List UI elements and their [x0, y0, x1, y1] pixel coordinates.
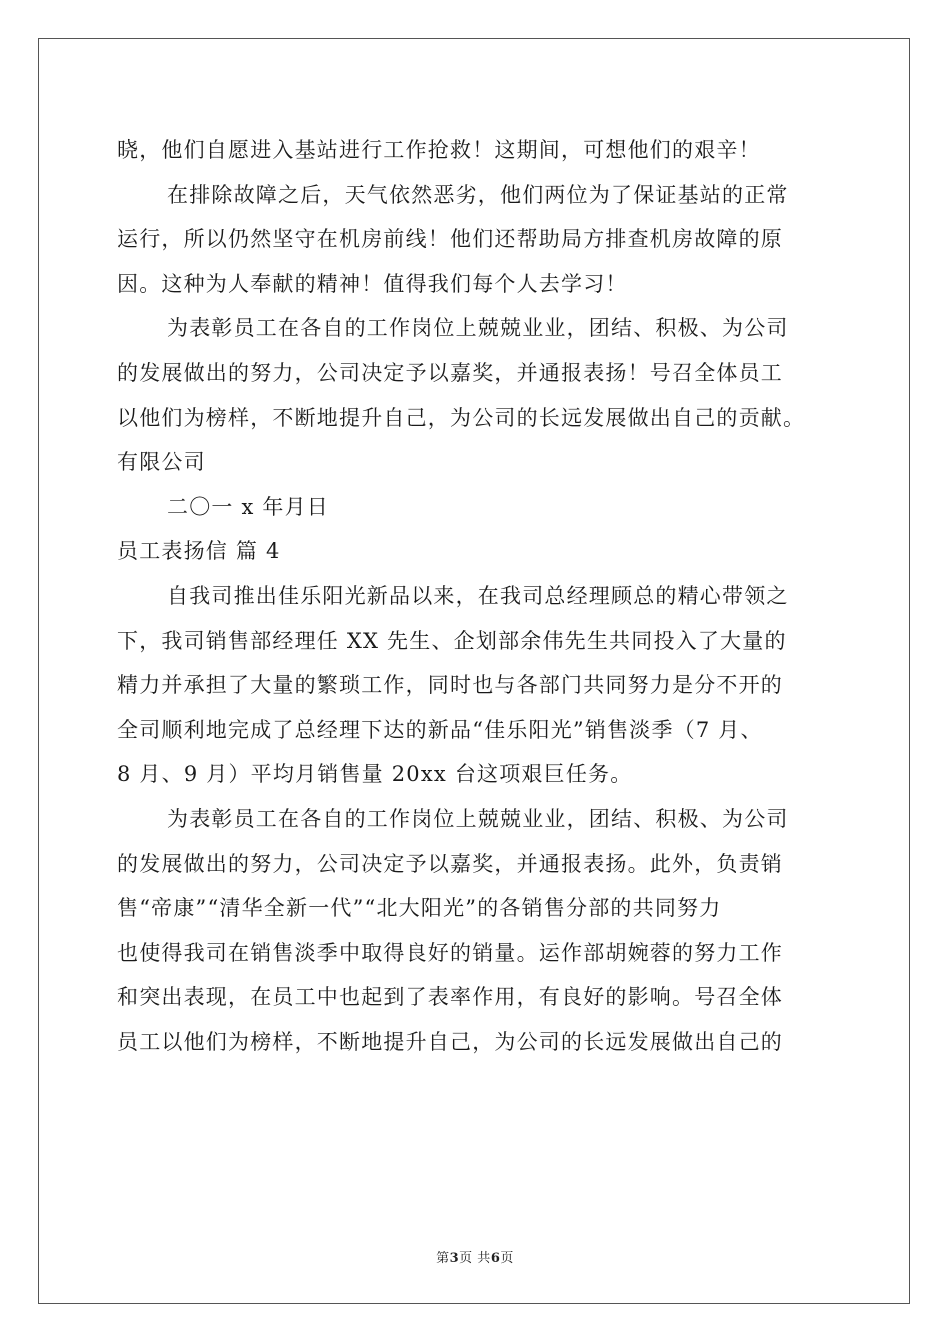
footer-page-prefix: 第: [436, 1251, 450, 1266]
text-line: 的发展做出的努力，公司决定予以嘉奖，并通报表扬。此外，负责销: [117, 851, 783, 876]
text-line: 以他们为榜样，不断地提升自己，为公司的长远发展做出自己的贡献。: [117, 405, 806, 430]
footer-page-mid: 页 共: [459, 1251, 491, 1266]
text-line: 也使得我司在销售淡季中取得良好的销量。运作部胡婉蓉的努力工作: [117, 940, 783, 965]
text-line: 二〇一 x 年月日: [167, 494, 329, 519]
text-line: 有限公司: [117, 450, 206, 475]
text-line: 自我司推出佳乐阳光新品以来，在我司总经理顾总的精心带领之: [167, 583, 789, 608]
footer-total-pages: 6: [490, 1251, 501, 1266]
text-line: 下，我司销售部经理任 XX 先生、企划部余伟先生共同投入了大量的: [117, 628, 787, 653]
text-line: 为表彰员工在各自的工作岗位上兢兢业业，团结、积极、为公司: [167, 316, 789, 341]
text-line: 运行，所以仍然坚守在机房前线！他们还帮助局方排查机房故障的原: [117, 227, 783, 252]
text-line: 全司顺利地完成了总经理下达的新品“佳乐阳光”销售淡季（7 月、: [117, 717, 763, 742]
text-line: 的发展做出的努力，公司决定予以嘉奖，并通报表扬！号召全体员工: [117, 360, 783, 385]
text-line: 和突出表现，在员工中也起到了表率作用，有良好的影响。号召全体: [117, 985, 783, 1010]
text-line: 8 月、9 月）平均月销售量 20xx 台这项艰巨任务。: [117, 762, 633, 787]
text-line: 为表彰员工在各自的工作岗位上兢兢业业，团结、积极、为公司: [167, 806, 789, 831]
text-line: 精力并承担了大量的繁琐工作，同时也与各部门共同努力是分不开的: [117, 673, 783, 698]
text-line: 因。这种为人奉献的精神！值得我们每个人去学习！: [117, 271, 628, 296]
text-line: 晓，他们自愿进入基站进行工作抢救！这期间，可想他们的艰辛！: [117, 138, 761, 162]
text-line: 员工以他们为榜样，不断地提升自己，为公司的长远发展做出自己的: [117, 1029, 783, 1054]
text-line: 员工表扬信 篇 4: [117, 539, 281, 564]
document-body: [117, 128, 837, 1064]
text-line: 在排除故障之后，天气依然恶劣，他们两位为了保证基站的正常: [167, 182, 789, 207]
text-line: 售“帝康”“清华全新一代”“北大阳光”的各销售分部的共同努力: [117, 896, 722, 921]
footer-page-suffix: 页: [500, 1251, 514, 1266]
footer-current-page: 3: [449, 1251, 460, 1266]
page-footer: [0, 1247, 950, 1266]
